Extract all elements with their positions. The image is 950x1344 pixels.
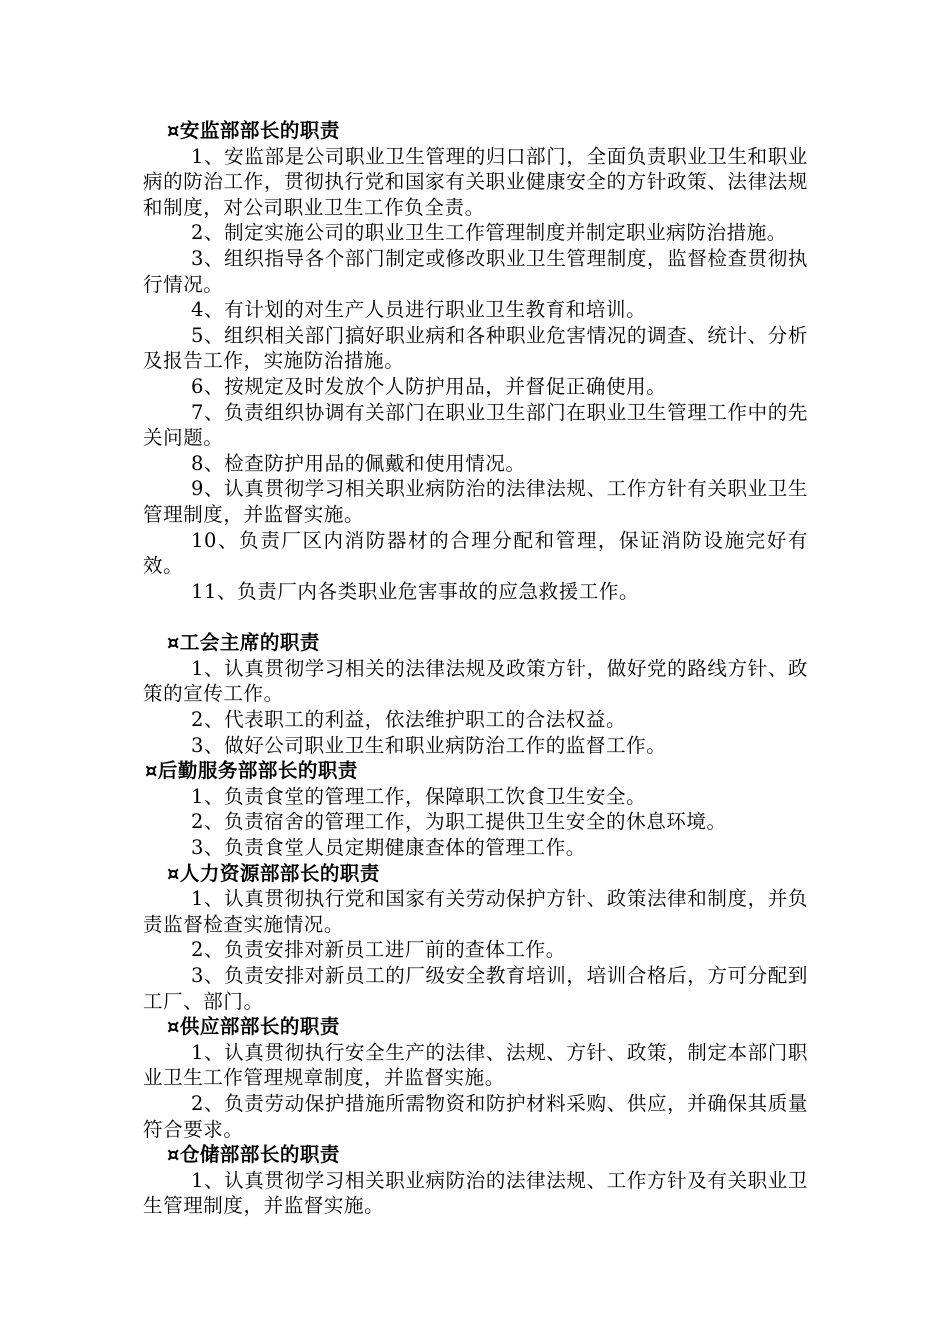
section-heading: ¤安监部部长的职责 xyxy=(167,119,340,142)
duty-item: 3、组织指导各个部门制定或修改职业卫生管理制度，监督检查贯彻执行情况。 xyxy=(143,246,808,296)
section-heading: ¤后勤服务部部长的职责 xyxy=(145,759,358,783)
duty-item: 2、制定实施公司的职业卫生工作管理制度并制定职业病防治措施。 xyxy=(191,221,787,245)
duty-item: 7、负责组织协调有关部门在职业卫生部门在职业卫生管理工作中的先关问题。 xyxy=(143,400,808,450)
section-supply xyxy=(143,1014,808,1142)
section-union-chairman xyxy=(143,630,808,758)
duty-item: 1、认真贯彻学习相关的法律法规及政策方针，做好党的路线方针、政策的宣传工作。 xyxy=(143,656,808,706)
duty-item: 1、安监部是公司职业卫生管理的归口部门，全面负责职业卫生和职业病的防治工作，贯彻执行党和国家有关职业健康安全的方针政策、法律法规和制度，对公司职业卫生工作负全责。 xyxy=(143,144,808,219)
duty-item: 3、负责食堂人员定期健康查体的管理工作。 xyxy=(191,836,586,860)
duty-item: 3、做好公司职业卫生和职业病防治工作的监督工作。 xyxy=(191,733,667,757)
duty-item: 2、代表职工的利益，依法维护职工的合法权益。 xyxy=(191,708,627,732)
duty-item: 10、负责厂区内消防器材的合理分配和管理，保证消防设施完好有效。 xyxy=(143,528,808,578)
duty-item: 1、认真贯彻学习相关职业病防治的法律法规、工作方针及有关职业卫生管理制度，并监督实施。 xyxy=(143,1168,808,1218)
section-heading: ¤供应部部长的职责 xyxy=(167,1015,340,1039)
blank-line xyxy=(143,604,808,630)
duty-item: 2、负责劳动保护措施所需物资和防护材料采购、供应，并确保其质量符合要求。 xyxy=(143,1091,808,1141)
duty-item: 8、检查防护用品的佩戴和使用情况。 xyxy=(191,451,526,475)
section-logistics xyxy=(143,758,808,860)
duty-item: 2、负责安排对新员工进厂前的查体工作。 xyxy=(191,938,566,962)
section-heading: ¤工会主席的职责 xyxy=(167,631,320,655)
duty-item: 9、认真贯彻学习相关职业病防治的法律法规、工作方针有关职业卫生管理制度，并监督实施。 xyxy=(143,477,808,526)
document-body xyxy=(143,118,808,1219)
section-warehouse xyxy=(143,1142,808,1219)
duty-item: 1、认真贯彻执行安全生产的法律、法规、方针、政策，制定本部门职业卫生工作管理规章制度，并监督实施。 xyxy=(143,1040,808,1090)
duty-item: 4、有计划的对生产人员进行职业卫生教育和培训。 xyxy=(191,298,647,322)
section-heading: ¤仓储部部长的职责 xyxy=(167,1143,340,1167)
duty-item: 1、负责食堂的管理工作，保障职工饮食卫生安全。 xyxy=(191,784,647,808)
duty-item: 2、负责宿舍的管理工作，为职工提供卫生安全的休息环境。 xyxy=(191,810,727,834)
duty-item: 6、按规定及时发放个人防护用品，并督促正确使用。 xyxy=(191,374,667,398)
section-heading: ¤人力资源部部长的职责 xyxy=(167,861,380,885)
duty-item: 11、负责厂内各类职业危害事故的应急救援工作。 xyxy=(191,579,640,603)
duty-item: 1、认真贯彻执行党和国家有关劳动保护方针、政策法律和制度，并负责监督检查实施情况。 xyxy=(143,887,808,936)
duty-item: 5、组织相关部门搞好职业病和各种职业危害情况的调查、统计、分析及报告工作，实施防治措施。 xyxy=(143,323,808,373)
section-safety-supervision xyxy=(143,118,808,604)
duty-item: 3、负责安排对新员工的厂级安全教育培训，培训合格后，方可分配到工厂、部门。 xyxy=(143,964,808,1013)
section-human-resources xyxy=(143,861,808,1015)
